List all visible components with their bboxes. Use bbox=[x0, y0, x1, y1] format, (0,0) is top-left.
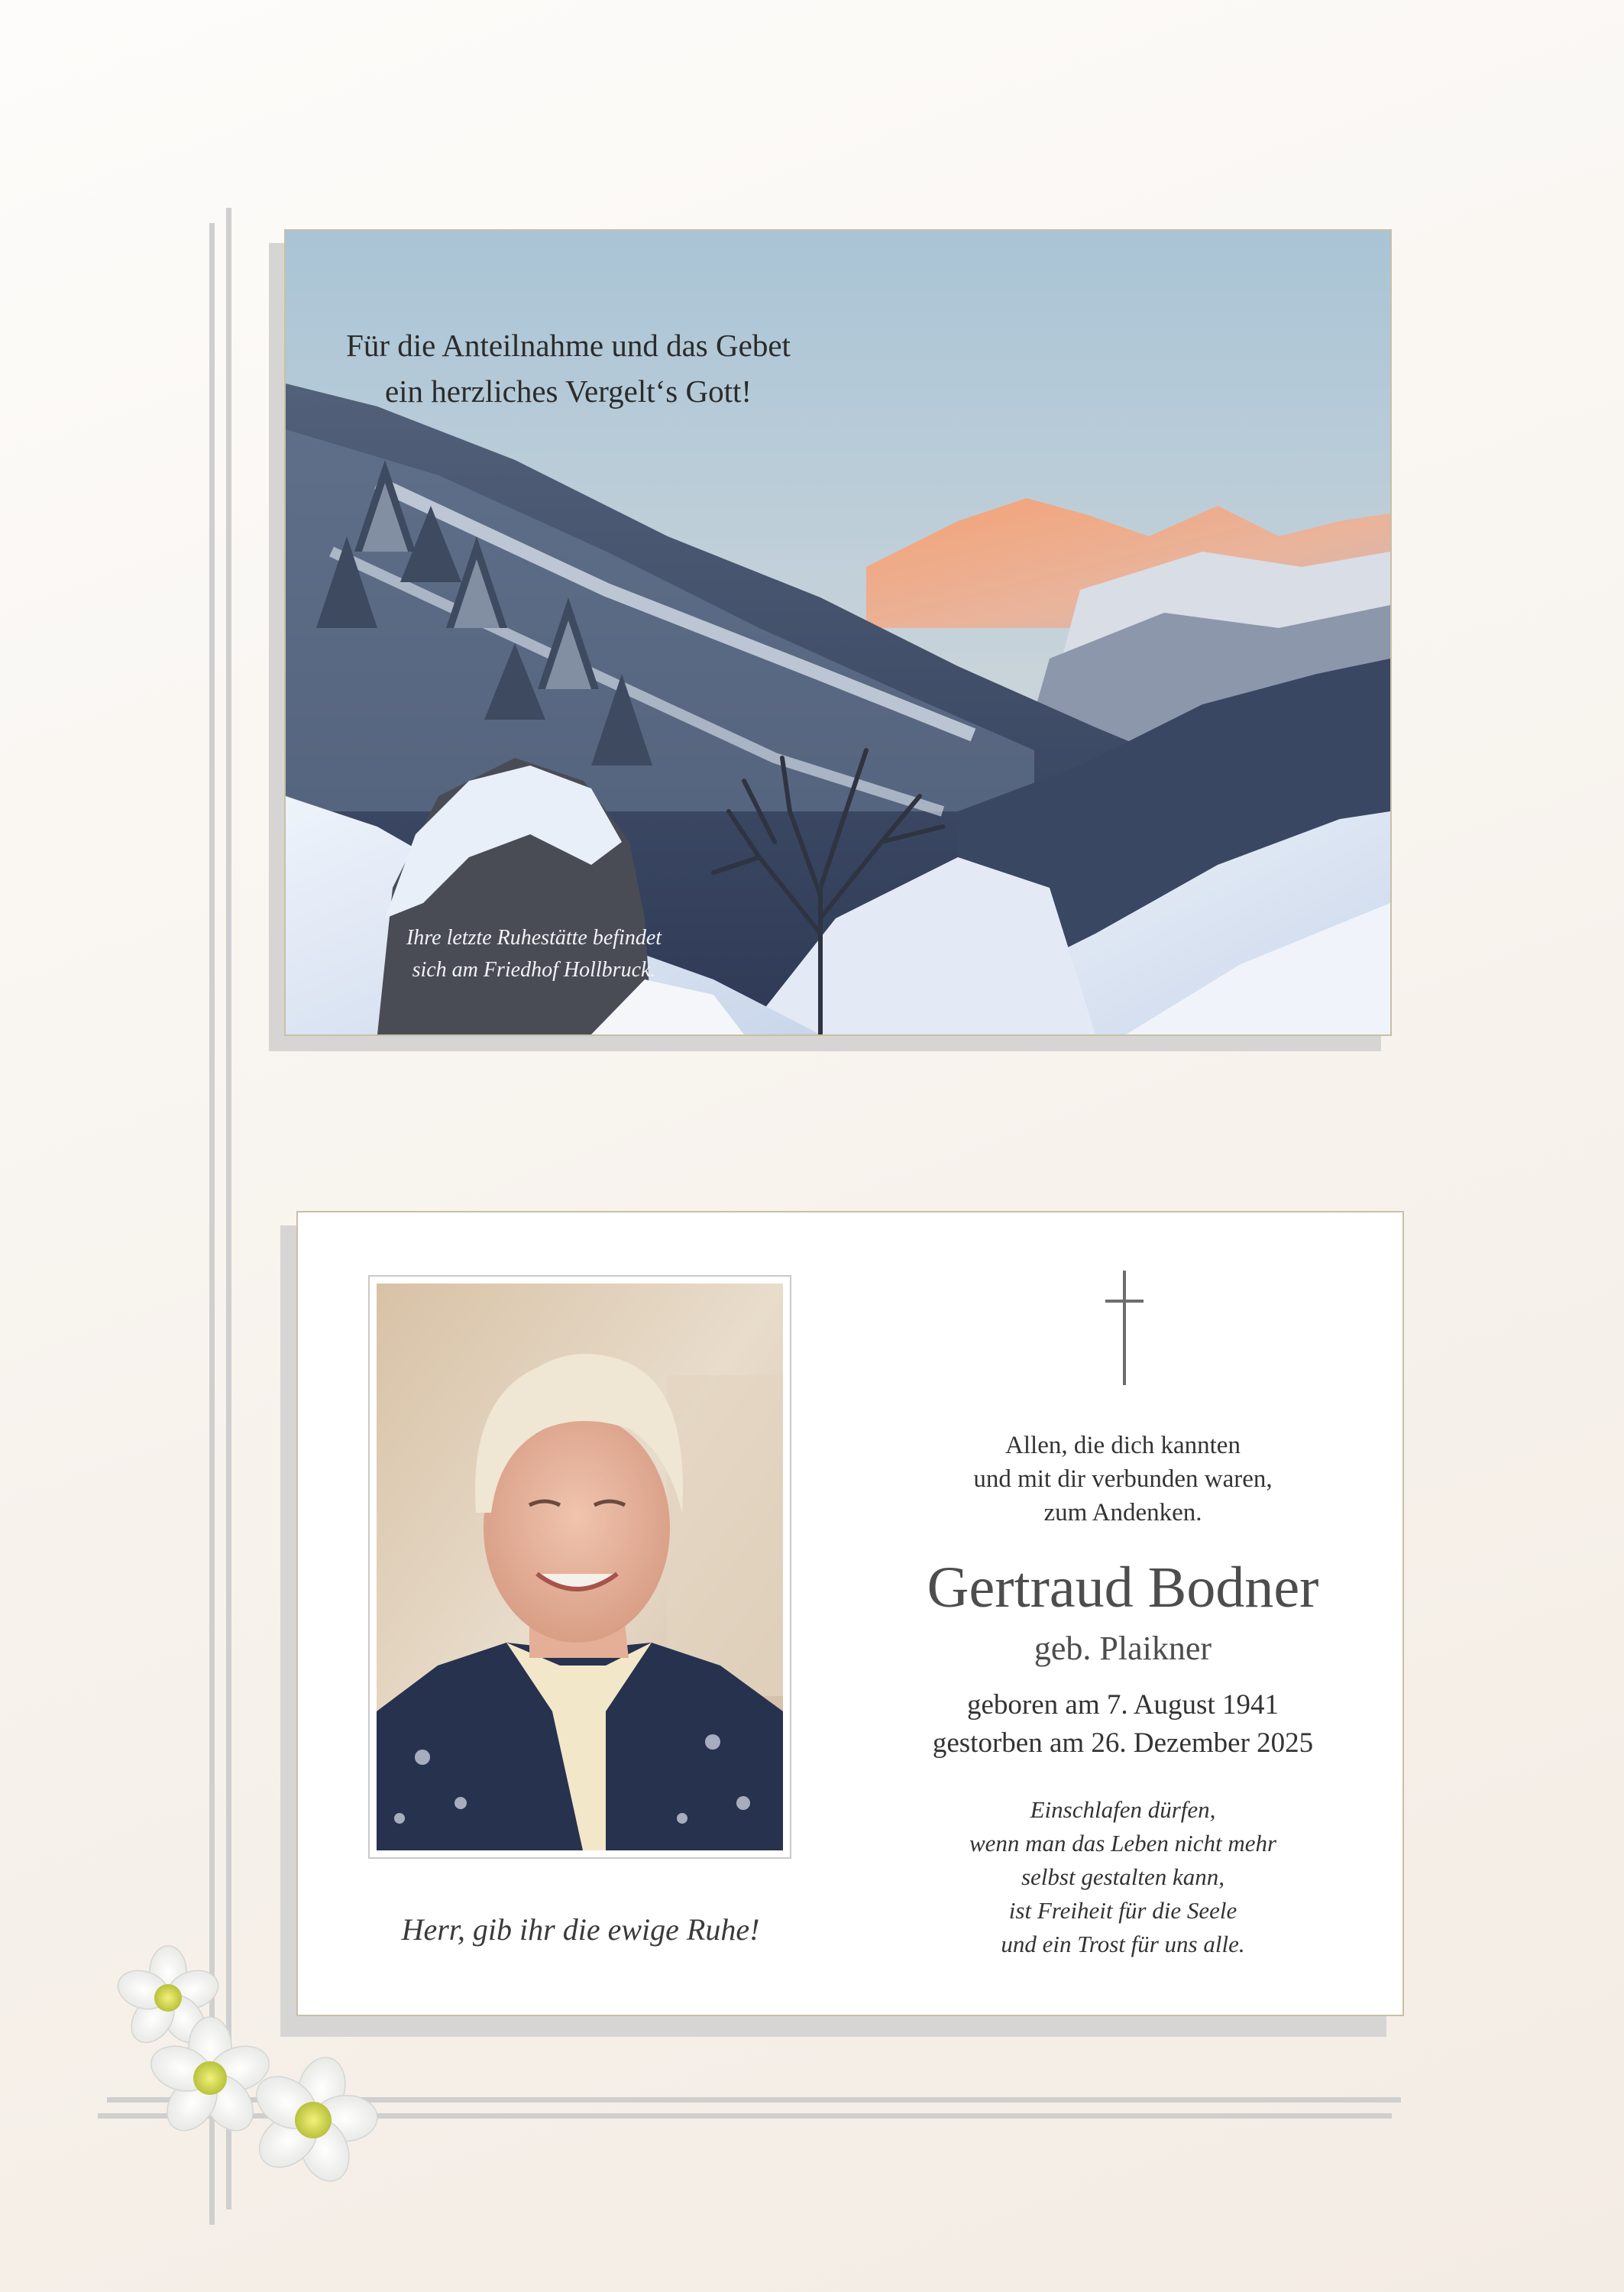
deceased-name: Gertraud Bodner bbox=[927, 1556, 1319, 1620]
quote-line-5: und ein Trost für uns alle. bbox=[1001, 1931, 1245, 1957]
prayer-line: Herr, gib ihr die ewige Ruhe! bbox=[401, 1912, 760, 1947]
memorial-quote bbox=[863, 1793, 1383, 1961]
maiden-name: geb. Plaikner bbox=[1034, 1630, 1212, 1667]
birth-date: geboren am 7. August 1941 bbox=[967, 1689, 1279, 1721]
thanks-line-1: Für die Anteilnahme und das Gebet bbox=[346, 328, 791, 363]
frame-line-vertical-outer bbox=[209, 223, 215, 2225]
frame-line-vertical-inner bbox=[226, 208, 231, 2209]
thanks-message bbox=[316, 322, 820, 414]
white-flowers-icon bbox=[99, 1941, 405, 2193]
memorial-card bbox=[296, 1211, 1404, 2016]
intro-line-3: zum Andenken. bbox=[1043, 1499, 1202, 1526]
dedication-text bbox=[878, 1429, 1367, 1530]
quote-line-4: ist Freiheit für die Seele bbox=[1008, 1897, 1237, 1924]
portrait-frame bbox=[368, 1275, 791, 1859]
thanks-line-2: ein herzliches Vergelt‘s Gott! bbox=[384, 374, 752, 409]
landscape-card bbox=[284, 229, 1392, 1036]
resting-place-note bbox=[362, 922, 706, 986]
quote-line-3: selbst gestalten kann, bbox=[1021, 1863, 1225, 1890]
quote-line-2: wenn man das Leben nicht mehr bbox=[969, 1830, 1277, 1857]
death-date: gestorben am 26. Dezember 2025 bbox=[932, 1727, 1314, 1759]
cross-icon bbox=[1102, 1271, 1147, 1385]
resting-line-2: sich am Friedhof Hollbruck. bbox=[412, 958, 656, 982]
intro-line-1: Allen, die dich kannten bbox=[1005, 1432, 1241, 1459]
quote-line-1: Einschlafen dürfen, bbox=[1030, 1796, 1216, 1823]
intro-line-2: und mit dir verbunden waren, bbox=[973, 1465, 1273, 1493]
resting-line-1: Ihre letzte Ruhestätte befindet bbox=[406, 926, 662, 950]
portrait-photo bbox=[377, 1284, 783, 1850]
life-dates bbox=[848, 1686, 1398, 1763]
